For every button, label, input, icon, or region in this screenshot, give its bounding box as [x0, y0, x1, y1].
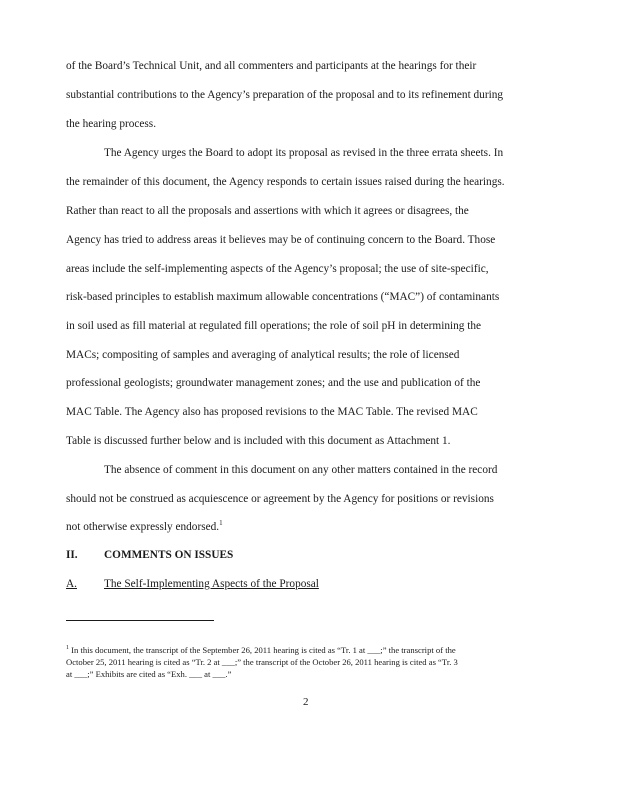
- footnote-text: In this document, the transcript of the September 26, 2011 hearing is cited as “Tr. 1 at ___;” the transcript of the: [69, 645, 456, 655]
- body-line: Agency has tried to address areas it believes may be of continuing concern to the Board. Those: [66, 234, 496, 246]
- body-line: professional geologists; groundwater management zones; and the use and publication of the: [66, 377, 481, 389]
- footnote-line: at ___;” Exhibits are cited as “Exh. ___ at ___.”: [66, 669, 232, 679]
- body-line: areas include the self-implementing aspects of the Agency’s proposal; the use of site-specific,: [66, 263, 489, 275]
- subsection-letter: A.: [66, 578, 77, 590]
- footnote-line: October 25, 2011 hearing is cited as “Tr. 2 at ___;” the transcript of the October 26, 2011 hearing is cited as “Tr. 3: [66, 657, 458, 667]
- footnote-marker: 1: [66, 645, 69, 652]
- body-line: the hearing process.: [66, 118, 157, 130]
- body-line: MAC Table. The Agency also has proposed revisions to the MAC Table. The revised MAC: [66, 406, 478, 418]
- subsection-title: The Self-Implementing Aspects of the Proposal: [104, 578, 319, 590]
- body-line: risk-based principles to establish maximum allowable concentrations (“MAC”) of contaminants: [66, 291, 500, 303]
- body-line: [66, 520, 546, 534]
- body-line: of the Board’s Technical Unit, and all commenters and participants at the hearings for their: [66, 60, 477, 72]
- body-line: substantial contributions to the Agency’s preparation of the proposal and to its refinement during: [66, 89, 504, 101]
- body-line: Table is discussed further below and is included with this document as Attachment 1.: [66, 435, 451, 447]
- body-line: Rather than react to all the proposals and assertions with which it agrees or disagrees, the: [66, 205, 469, 217]
- section-number: II.: [66, 549, 78, 561]
- body-line: should not be construed as acquiescence or agreement by the Agency for positions or revisions: [66, 493, 494, 505]
- page-number: 2: [303, 696, 309, 708]
- body-line: MACs; compositing of samples and averaging of analytical results; the role of licensed: [66, 349, 460, 361]
- footnote-reference: 1: [219, 519, 223, 528]
- section-title: COMMENTS ON ISSUES: [104, 549, 234, 561]
- body-line-text: not otherwise expressly endorsed.: [66, 521, 220, 533]
- body-line: the remainder of this document, the Agency responds to certain issues raised during the hearings.: [66, 176, 505, 188]
- body-line: The absence of comment in this document on any other matters contained in the record: [104, 464, 498, 476]
- body-line: The Agency urges the Board to adopt its proposal as revised in the three errata sheets. In: [104, 147, 504, 159]
- body-line: in soil used as fill material at regulated fill operations; the role of soil pH in determining the: [66, 320, 482, 332]
- footnote-divider: [66, 620, 214, 621]
- footnote-line: [66, 644, 546, 656]
